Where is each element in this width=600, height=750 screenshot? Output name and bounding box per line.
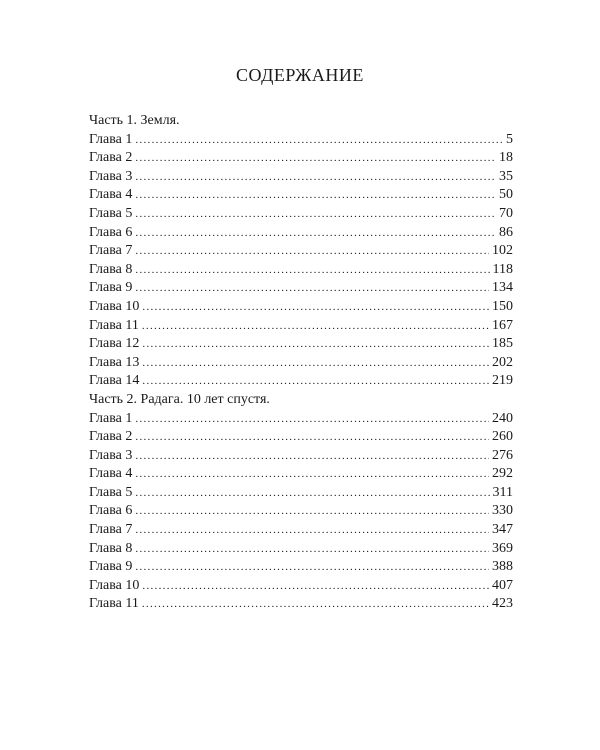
page-number: 240: [492, 410, 513, 426]
dot-leader: [135, 261, 489, 280]
part-heading: Часть 2. Радага. 10 лет спустя.: [89, 391, 270, 407]
page-number: 167: [492, 317, 513, 333]
dot-leader: [135, 205, 496, 224]
dot-leader: [135, 484, 489, 503]
chapter-label: Глава 3: [89, 168, 133, 184]
dot-leader: [135, 279, 489, 298]
dot-leader: [135, 428, 489, 447]
toc-entry: [89, 205, 513, 224]
toc-entry: [89, 298, 513, 317]
dot-leader: [142, 335, 489, 354]
toc-entry: [89, 521, 513, 540]
part-heading: Часть 1. Земля.: [89, 113, 180, 128]
toc-entry: [89, 354, 513, 373]
toc-entry: [89, 447, 513, 466]
dot-leader: [135, 521, 489, 540]
toc-entry: [89, 465, 513, 484]
page-number: 311: [492, 484, 513, 500]
chapter-label: Глава 5: [89, 484, 133, 500]
dot-leader: [135, 168, 496, 187]
toc-entry: [89, 428, 513, 447]
toc-entry: [89, 335, 513, 354]
page-number: 202: [492, 354, 513, 370]
dot-leader: [135, 502, 489, 521]
page-number: 102: [492, 243, 513, 259]
dot-leader: [135, 410, 489, 429]
chapter-label: Глава 6: [89, 224, 133, 240]
page-number: 276: [492, 447, 513, 463]
chapter-label: Глава 9: [89, 280, 133, 296]
toc-entry: [89, 279, 513, 298]
dot-leader: [142, 317, 489, 336]
chapter-label: Глава 4: [89, 466, 133, 482]
chapter-label: Глава 11: [89, 596, 139, 612]
dot-leader: [135, 242, 489, 261]
dot-leader: [135, 149, 496, 168]
page-number: 150: [492, 298, 513, 314]
dot-leader: [135, 558, 489, 577]
page-number: 260: [492, 429, 513, 445]
dot-leader: [142, 298, 489, 317]
chapter-label: Глава 8: [89, 540, 133, 556]
toc-entry: [89, 502, 513, 521]
chapter-label: Глава 6: [89, 503, 133, 519]
toc-entry: [89, 484, 513, 503]
toc-entry: [89, 186, 513, 205]
page-number: 330: [492, 503, 513, 519]
chapter-label: Глава 12: [89, 336, 140, 352]
page-number: 388: [492, 559, 513, 575]
page-number: 86: [499, 224, 513, 240]
dot-leader: [142, 354, 489, 373]
dot-leader: [135, 186, 496, 205]
dot-leader: [135, 447, 489, 466]
chapter-label: Глава 10: [89, 577, 140, 593]
chapter-label: Глава 7: [89, 522, 133, 538]
chapter-label: Глава 9: [89, 559, 133, 575]
page-number: 70: [499, 205, 513, 221]
toc-entry: [89, 224, 513, 243]
dot-leader: [142, 577, 489, 596]
page-title: СОДЕРЖАНИЕ: [236, 65, 364, 85]
chapter-label: Глава 8: [89, 261, 133, 277]
chapter-label: Глава 3: [89, 447, 133, 463]
toc-entry: [89, 595, 513, 614]
toc-entry: [89, 317, 513, 336]
toc-entry: [89, 540, 513, 559]
table-of-contents: [89, 112, 513, 614]
chapter-label: Глава 11: [89, 317, 139, 333]
chapter-label: Глава 10: [89, 298, 140, 314]
chapter-label: Глава 4: [89, 187, 133, 203]
chapter-label: Глава 1: [89, 410, 133, 426]
toc-entry: [89, 131, 513, 150]
dot-leader: [135, 540, 489, 559]
chapter-label: Глава 2: [89, 429, 133, 445]
page-number: 134: [492, 280, 513, 296]
page-number: 423: [492, 596, 513, 612]
page-number: 5: [506, 131, 513, 147]
toc-entry: [89, 261, 513, 280]
page-number: 50: [499, 187, 513, 203]
dot-leader: [142, 595, 489, 614]
chapter-label: Глава 7: [89, 243, 133, 259]
page-number: 407: [492, 577, 513, 593]
dot-leader: [135, 465, 489, 484]
page-number: 35: [499, 168, 513, 184]
dot-leader: [142, 372, 489, 391]
page-number: 219: [492, 373, 513, 389]
toc-entry: [89, 149, 513, 168]
toc-entry: [89, 410, 513, 429]
chapter-label: Глава 5: [89, 205, 133, 221]
chapter-label: Глава 14: [89, 373, 140, 389]
toc-entry: [89, 168, 513, 187]
toc-entry: [89, 242, 513, 261]
toc-entry: [89, 372, 513, 391]
chapter-label: Глава 1: [89, 131, 133, 147]
page-number: 369: [492, 540, 513, 556]
page-number: 118: [492, 261, 513, 277]
page-number: 347: [492, 522, 513, 538]
chapter-label: Глава 13: [89, 354, 140, 370]
toc-entry: [89, 577, 513, 596]
dot-leader: [135, 131, 503, 150]
chapter-label: Глава 2: [89, 150, 133, 166]
toc-entry: [89, 558, 513, 577]
dot-leader: [135, 224, 496, 243]
page-number: 292: [492, 466, 513, 482]
page-number: 18: [499, 150, 513, 166]
page-number: 185: [492, 336, 513, 352]
